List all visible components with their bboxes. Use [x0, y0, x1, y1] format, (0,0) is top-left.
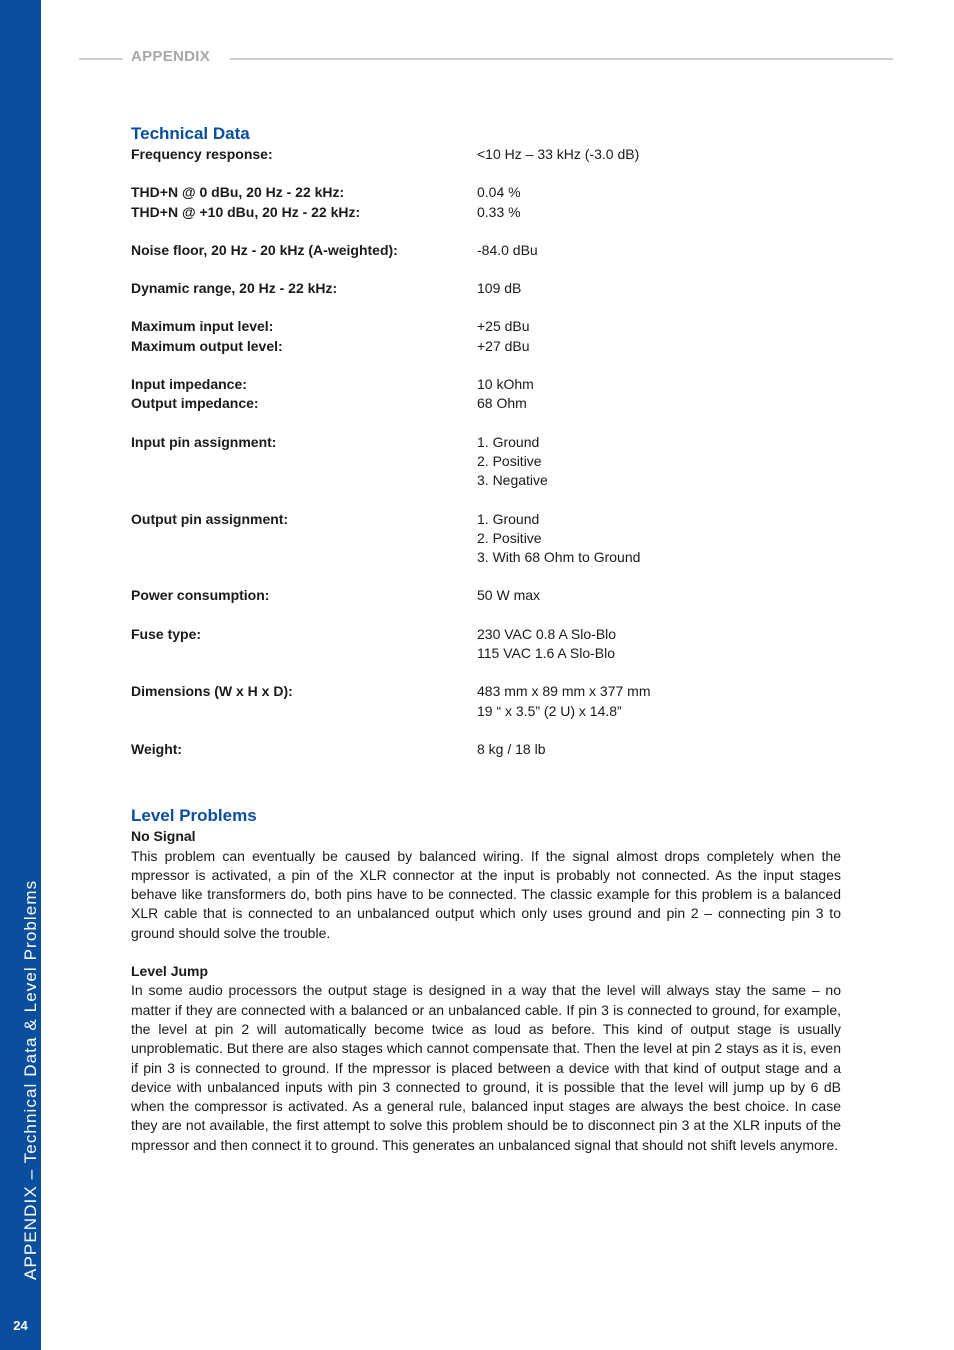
spec-group	[131, 586, 841, 605]
spec-label: Output pin assignment:	[131, 510, 289, 527]
spec-value: 10 kOhm	[477, 376, 534, 393]
spec-values	[477, 394, 841, 413]
spec-row	[131, 375, 841, 394]
spec-values	[477, 145, 841, 164]
spec-values	[477, 203, 841, 222]
spec-row	[131, 586, 841, 605]
spec-row	[131, 145, 841, 164]
header-label: APPENDIX	[131, 48, 211, 65]
spec-group	[131, 740, 841, 759]
spec-value: 0.04 %	[477, 184, 521, 201]
spec-label: Frequency response:	[131, 146, 273, 162]
spec-label: Input pin assignment:	[131, 433, 277, 450]
spec-values	[477, 433, 841, 491]
spec-value: 1. Ground	[477, 433, 540, 450]
spec-group	[131, 183, 841, 222]
spec-row	[131, 317, 841, 336]
spec-label: Output impedance:	[131, 395, 259, 412]
spec-value: 230 VAC 0.8 A Slo-Blo	[477, 625, 617, 642]
spec-value: 3. With 68 Ohm to Ground	[477, 549, 641, 566]
spec-group	[131, 241, 841, 260]
header-rule-left	[79, 58, 123, 60]
spec-row	[131, 241, 841, 260]
spec-values	[477, 337, 841, 356]
spec-row	[131, 203, 841, 222]
spec-values	[477, 279, 841, 298]
spec-group	[131, 682, 841, 721]
spec-values	[477, 625, 841, 664]
spec-value: <10 Hz – 33 kHz (-3.0 dB)	[477, 146, 640, 162]
spec-value: +27 dBu	[477, 337, 530, 354]
spec-group	[131, 279, 841, 298]
spec-label: Maximum output level:	[131, 337, 283, 354]
spec-group	[131, 317, 841, 356]
spec-values	[477, 510, 841, 568]
spec-value: 3. Negative	[477, 472, 548, 489]
level-problems-heading: Level Problems	[131, 806, 257, 826]
spec-value: 2. Positive	[477, 529, 542, 546]
technical-data-heading: Technical Data	[131, 124, 250, 143]
spec-label: Dynamic range, 20 Hz - 22 kHz:	[131, 280, 338, 297]
spec-group	[131, 625, 841, 664]
spec-row	[131, 682, 841, 721]
spec-label: Fuse type:	[131, 625, 202, 642]
spec-value: 115 VAC 1.6 A Slo-Blo	[477, 645, 616, 662]
spec-value: 2. Positive	[477, 452, 542, 469]
spec-row	[131, 510, 841, 568]
spec-label: Noise floor, 20 Hz - 20 kHz (A-weighted):	[131, 241, 398, 258]
spec-values	[477, 682, 841, 721]
spec-label: Weight:	[131, 740, 183, 757]
spec-label: THD+N @ +10 dBu, 20 Hz - 22 kHz:	[131, 203, 361, 220]
spec-value: 109 dB	[477, 280, 522, 297]
spec-label: Maximum input level:	[131, 318, 274, 335]
spec-value: 68 Ohm	[477, 395, 527, 412]
page-header	[79, 48, 893, 70]
spec-row	[131, 740, 841, 759]
spec-value: 50 W max	[477, 587, 541, 604]
spec-row	[131, 433, 841, 491]
spec-row	[131, 183, 841, 202]
spec-values	[477, 183, 841, 202]
level-jump-title: Level Jump	[131, 963, 209, 980]
spec-label: Input impedance:	[131, 376, 247, 393]
spec-label: THD+N @ 0 dBu, 20 Hz - 22 kHz:	[131, 184, 345, 201]
spec-label: Dimensions (W x H x D):	[131, 683, 293, 700]
spec-values	[477, 740, 841, 759]
spec-value: 483 mm x 89 mm x 377 mm	[477, 683, 651, 700]
page-number: 24	[13, 1318, 28, 1333]
side-title: APPENDIX – Technical Data & Level Problems	[21, 879, 40, 1280]
spec-row	[131, 279, 841, 298]
spec-values	[477, 586, 841, 605]
spec-label: Power consumption:	[131, 587, 270, 604]
spec-row	[131, 625, 841, 664]
spec-value: +25 dBu	[477, 318, 530, 335]
side-bar	[0, 0, 41, 1350]
spec-values	[477, 317, 841, 336]
spec-value: -84.0 dBu	[477, 241, 538, 258]
spec-values	[477, 241, 841, 260]
spec-row	[131, 337, 841, 356]
header-rule-right	[230, 58, 893, 60]
spec-row	[131, 394, 841, 413]
no-signal-title: No Signal	[131, 828, 196, 845]
spec-table	[131, 145, 841, 759]
page-content	[131, 123, 841, 1174]
spec-value: 1. Ground	[477, 510, 540, 527]
spec-group	[131, 433, 841, 491]
spec-value: 0.33 %	[477, 203, 521, 220]
spec-value: 19 “ x 3.5” (2 U) x 14.8”	[477, 702, 622, 719]
spec-group	[131, 510, 841, 568]
spec-values	[477, 375, 841, 394]
no-signal-text: This problem can eventually be caused by balanced wiring. If the signal almost drops completely when the mpressor is activated, a pin of the XLR connector at the input is probably not connected. As the input stages behave like transformers do, both pins have to be connected. The classic example for this problem is a balanced XLR cable that is connected to an unbalanced output which only uses ground and pin 2 – connecting pin 3 to ground should solve the trouble.	[131, 847, 841, 941]
spec-value: 8 kg / 18 lb	[477, 740, 546, 757]
spec-group	[131, 375, 841, 414]
spec-group	[131, 145, 841, 164]
level-problems-section	[131, 805, 841, 1155]
level-jump-text: In some audio processors the output stage is designed in a way that the level will always stay the same – no matter if they are connected with a balanced or an unbalanced cable. If pin 3 is connected to ground, for example, the level at pin 2 will automatically become twice as loud as before. This kind of output stage is usually unproblematic. But there are also stages which cannot compensate that. Then the level at pin 2 stays as it is, even if pin 3 is connected to ground. If the mpressor is placed between a device with that kind of output stage and a device with unbalanced inputs with pin 3 connected to ground, it is possible that the level will jump up by 6 dB when the compressor is activated. As a general rule, balanced input stages are always the best choice. In case they are not available, the first attempt to solve this problem should be to disconnect pin 3 at the XLR inputs of the mpressor and then connect it to ground. This generates an unbalanced signal that should not shift levels anymore.	[131, 982, 841, 1153]
